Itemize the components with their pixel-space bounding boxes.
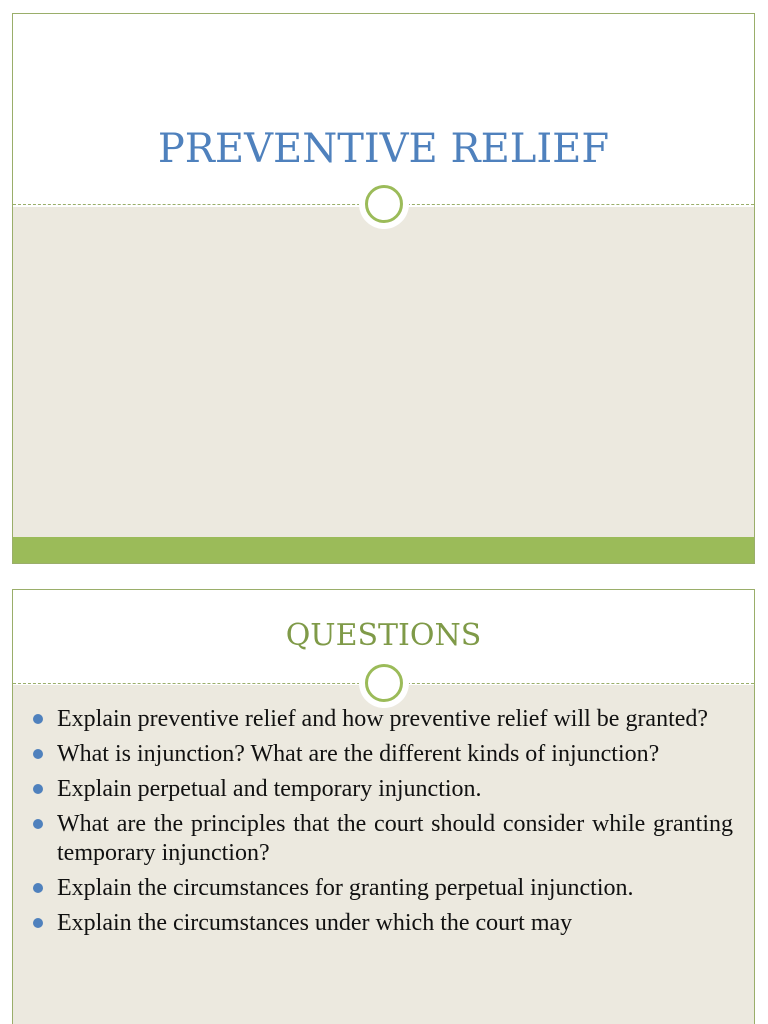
list-item xyxy=(33,874,733,903)
ring-inner xyxy=(365,185,403,223)
list-item-text: Explain the circumstances under which the court may xyxy=(57,910,573,936)
list-item xyxy=(33,775,733,804)
bullet-dot-icon xyxy=(33,714,43,724)
list-item xyxy=(33,705,733,734)
list-item xyxy=(33,810,733,868)
list-item xyxy=(33,740,733,769)
list-item-text: What is injunction? What are the different kinds of injunction? xyxy=(57,741,660,767)
questions-list xyxy=(33,705,733,944)
list-item-text: What are the principles that the court should consider while granting temporary injunction? xyxy=(57,811,733,866)
ring-inner xyxy=(365,664,403,702)
bullet-dot-icon xyxy=(33,883,43,893)
circle-ring-icon xyxy=(359,179,409,229)
questions-slide xyxy=(12,589,755,1024)
list-item-text: Explain perpetual and temporary injunction. xyxy=(57,776,482,802)
list-item-text: Explain preventive relief and how preventive relief will be granted? xyxy=(57,706,709,732)
bullet-dot-icon xyxy=(33,819,43,829)
list-item-text: Explain the circumstances for granting perpetual injunction. xyxy=(57,875,634,901)
circle-ring-icon xyxy=(359,658,409,708)
bullet-dot-icon xyxy=(33,749,43,759)
questions-title: QUESTIONS xyxy=(285,618,482,653)
bullet-dot-icon xyxy=(33,918,43,928)
list-item xyxy=(33,909,733,938)
title-slide xyxy=(12,13,755,564)
slide-title: PREVENTIVE RELIEF xyxy=(157,126,610,172)
bullet-dot-icon xyxy=(33,784,43,794)
footer-green-bar xyxy=(13,537,754,563)
